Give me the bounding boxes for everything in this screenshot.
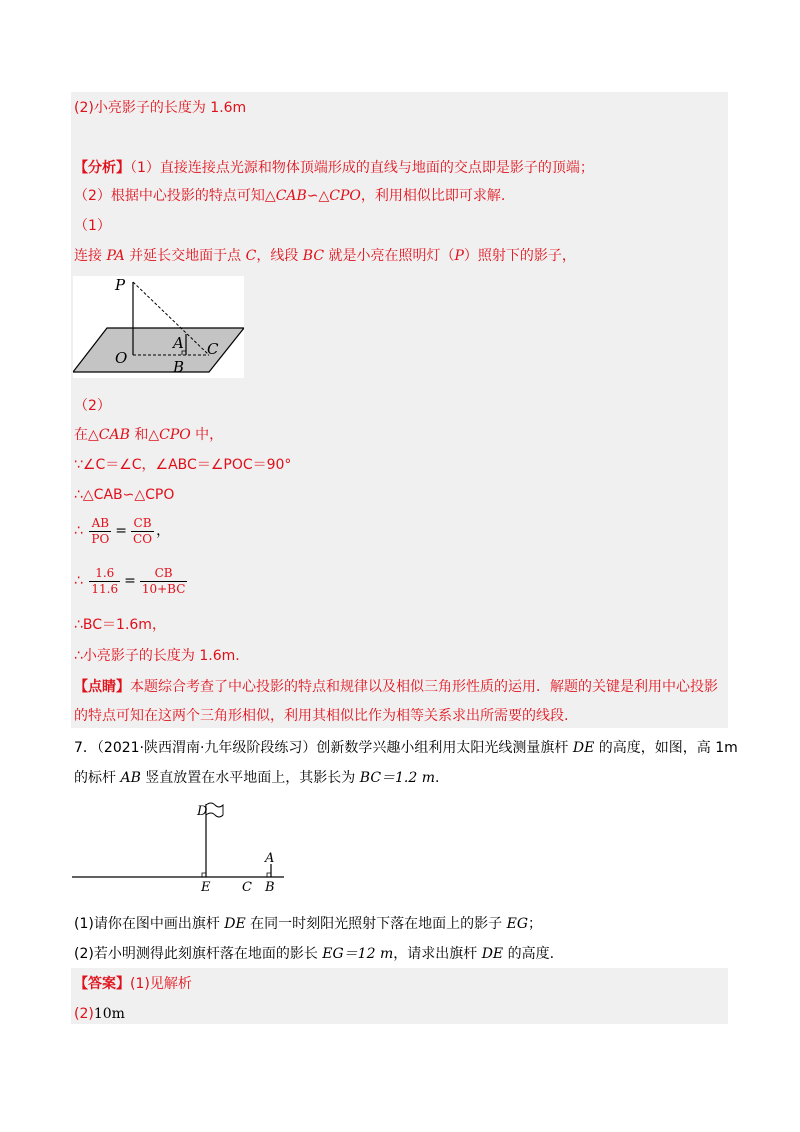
q7-sub-1 [74, 914, 542, 934]
answer-line-1 [74, 974, 192, 994]
answer-line-2 [74, 1004, 125, 1024]
text: ，请求出旗杆 [393, 946, 482, 962]
text: (2)若小明测得此刻旗杆落在地面的影长 [74, 946, 323, 962]
comment-line-2: 的特点可知在这两个三角形相似，利用其相似比作为相等关系求出所需要的线段. [74, 708, 569, 724]
numerator: CB [131, 516, 154, 532]
equals-sign: = [124, 573, 136, 589]
answer-part-2-label: (2) [74, 1006, 94, 1022]
var-eg: EG [506, 916, 529, 932]
numerator: 1.6 [89, 566, 120, 582]
solution-2-line-2: ∵∠C＝∠C，∠ABC＝∠POC＝90° [74, 457, 292, 473]
equals-sign: = [115, 523, 128, 539]
fraction-cb-co [131, 516, 154, 547]
figure-central-projection [73, 276, 244, 378]
q7-line-2 [74, 768, 439, 788]
answer-part-2-value: 10m [93, 1006, 125, 1022]
numerator: AB [89, 516, 111, 532]
proportion-1 [74, 514, 170, 548]
var-de: DE [481, 946, 504, 962]
label-a: A [265, 851, 275, 866]
q7-line-1 [74, 738, 738, 758]
solution-2-line-1 [74, 425, 223, 445]
denominator: 10+BC [141, 581, 186, 596]
fraction-cb-10bc [140, 566, 188, 597]
similar-triangles: CAB∽△CPO [275, 188, 361, 204]
text: 的高度. [503, 946, 555, 962]
denominator: CO [133, 531, 153, 546]
text: 就是小亮在照明灯（ [324, 248, 455, 264]
text: ）照射下的影子， [463, 248, 576, 264]
text: 在同一时刻阳光照射下落在地面上的影子 [245, 916, 507, 932]
text: 连接 [74, 248, 107, 264]
text: . [435, 770, 440, 786]
therefore-sign: ∴ [74, 523, 83, 539]
analysis-tag: 【分析】 [74, 160, 130, 176]
var-bc-eq: BC＝1.2 m [359, 770, 436, 786]
fraction-1.6-11.6 [89, 566, 120, 597]
text: 在△ [74, 427, 99, 443]
label-c: C [242, 880, 252, 895]
analysis-line-2 [74, 186, 505, 206]
text: 7．（2021·陕西渭南·九年级阶段练习）创新数学兴趣小组利用太阳光线测量旗杆 [74, 740, 573, 756]
tri-cab: CAB [98, 427, 130, 443]
text: 的高度，如图，高 1m [594, 740, 738, 756]
fraction-ab-po [89, 516, 111, 547]
flag-icon [206, 803, 223, 817]
label-e: E [201, 880, 211, 895]
q7-sub-2 [74, 944, 554, 964]
denominator: 11.6 [91, 581, 119, 596]
var-pa: PA [106, 248, 125, 264]
analysis-text-1: （1）直接连接点光源和物体顶端形成的直线与地面的交点即是影子的顶端； [130, 160, 594, 176]
solution-1-text [74, 246, 576, 266]
label-d: D [197, 804, 208, 819]
label-c: C [207, 340, 219, 358]
analysis-text-2a: （2）根据中心投影的特点可知△ [74, 188, 276, 204]
var-de: DE [572, 740, 595, 756]
solution-bc-value: ∴BC＝1.6m， [74, 617, 166, 633]
numerator: CB [140, 566, 188, 582]
var-ab: AB [120, 770, 141, 786]
label-o: O [115, 349, 128, 367]
text: 和△ [129, 427, 160, 443]
tri-cpo: CPO [159, 427, 191, 443]
text: 竖直放置在水平地面上，其影长为 [140, 770, 360, 786]
text: 并延长交地面于点 [124, 248, 246, 264]
comment-line-1 [74, 677, 718, 697]
label-a: A [173, 334, 184, 352]
var-c: C [245, 248, 257, 264]
answer-part-1: (1)见解析 [130, 976, 192, 992]
text: (1)请你在图中画出旗杆 [74, 916, 225, 932]
label-b: B [173, 358, 185, 376]
text: ，线段 [256, 248, 303, 264]
part2-answer: (2)小亮影子的长度为 1.6m [74, 100, 247, 116]
comment-tag: 【点睛】 [74, 679, 130, 695]
var-p: P [454, 248, 464, 264]
analysis-text-2b: ，利用相似比即可求解. [360, 188, 506, 204]
text: ； [528, 916, 543, 932]
comment-text: 本题综合考查了中心投影的特点和规律以及相似三角形性质的运用．解题的关键是利用中心投影 [130, 679, 718, 695]
answer-tag: 【答案】 [74, 976, 130, 992]
var-de: DE [224, 916, 246, 932]
text: 中， [190, 427, 224, 443]
proportion-2 [74, 564, 189, 598]
denominator: PO [91, 531, 110, 546]
solution-2-label: （2） [74, 398, 111, 414]
therefore-sign: ∴ [74, 573, 83, 589]
analysis-line-1 [74, 158, 594, 178]
solution-1-label: （1） [74, 218, 111, 234]
var-bc: BC [302, 248, 325, 264]
label-b: B [265, 880, 275, 895]
comma: ， [156, 523, 171, 539]
label-p: P [115, 276, 126, 294]
figure-flagpole [72, 795, 284, 895]
text: 的标杆 [74, 770, 121, 786]
solution-conclusion: ∴小亮影子的长度为 1.6m. [74, 648, 240, 664]
solution-2-line-3: ∴△CAB∽△CPO [74, 487, 175, 503]
var-eg-eq: EG＝12 m [322, 946, 394, 962]
